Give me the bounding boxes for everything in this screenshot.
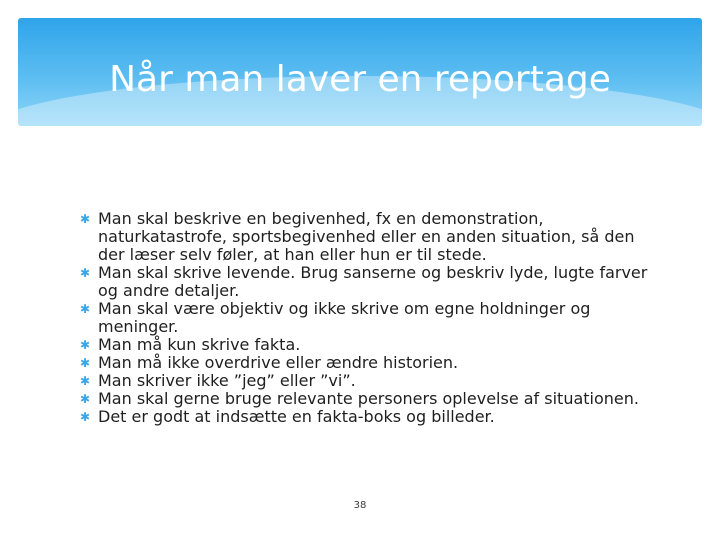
bullet-text: Man må ikke overdrive eller ændre historien. xyxy=(98,353,459,372)
asterisk-bullet-icon: ✱ xyxy=(80,266,91,280)
bullet-item xyxy=(80,300,650,336)
bullet-list xyxy=(80,210,650,426)
asterisk-bullet-icon: ✱ xyxy=(80,392,91,406)
bullet-item xyxy=(80,336,650,354)
asterisk-bullet-icon: ✱ xyxy=(80,374,91,388)
bullet-text: Man skal skrive levende. Brug sanserne og beskriv lyde, lugte farver og andre detaljer. xyxy=(98,263,648,300)
page-number: 38 xyxy=(353,500,367,511)
bullet-item xyxy=(80,372,650,390)
bullet-text: Man skal være objektiv og ikke skrive om egne holdninger og meninger. xyxy=(98,299,591,336)
bullet-item xyxy=(80,210,650,264)
bullet-text: Det er godt at indsætte en fakta-boks og billeder. xyxy=(98,407,495,426)
bullet-item xyxy=(80,390,650,408)
title-band xyxy=(18,18,702,126)
bullet-item xyxy=(80,408,650,426)
bullet-text: Man skriver ikke ”jeg” eller ”vi”. xyxy=(98,371,356,390)
slide-title: Når man laver en reportage xyxy=(109,59,611,100)
bullet-item xyxy=(80,354,650,372)
asterisk-bullet-icon: ✱ xyxy=(80,410,91,424)
asterisk-bullet-icon: ✱ xyxy=(80,338,91,352)
bullet-text: Man skal beskrive en begivenhed, fx en demonstration, naturkatastrofe, sportsbegivenhed eller en anden situation, så den der læser selv føler, at han eller hun er til stede. xyxy=(98,209,635,264)
bullet-text: Man må kun skrive fakta. xyxy=(98,335,301,354)
asterisk-bullet-icon: ✱ xyxy=(80,356,91,370)
asterisk-bullet-icon: ✱ xyxy=(80,212,91,226)
bullet-item xyxy=(80,264,650,300)
bullet-text: Man skal gerne bruge relevante personers oplevelse af situationen. xyxy=(98,389,639,408)
asterisk-bullet-icon: ✱ xyxy=(80,302,91,316)
